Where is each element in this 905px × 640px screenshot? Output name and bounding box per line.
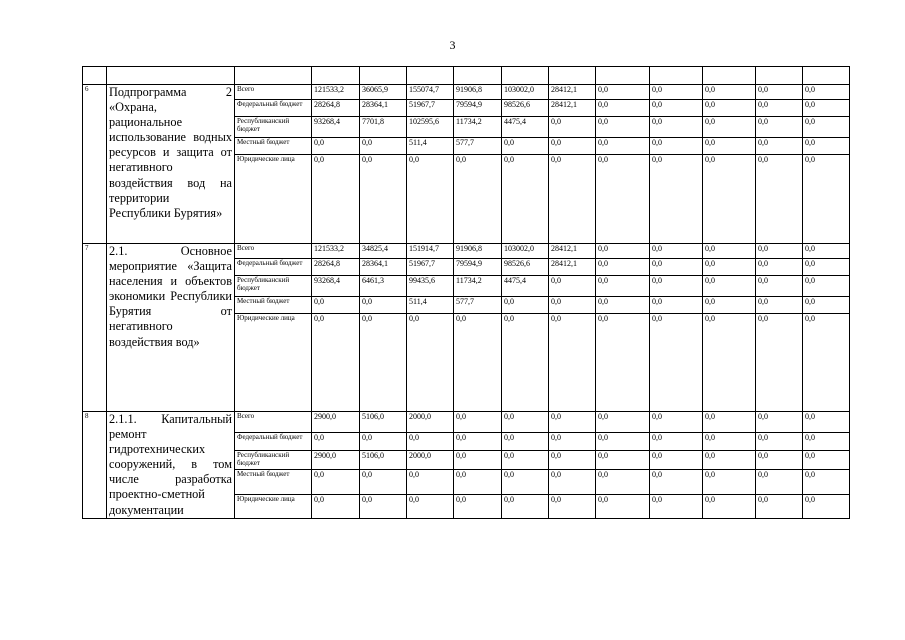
amount-cell: 0,0 <box>454 412 502 433</box>
amount-cell: 0,0 <box>650 155 703 244</box>
amount-cell: 0,0 <box>756 117 803 138</box>
amount-cell: 0,0 <box>596 469 650 494</box>
amount-cell: 0,0 <box>703 495 756 518</box>
amount-cell: 79594,9 <box>454 100 502 117</box>
amount-cell: 0,0 <box>407 469 454 494</box>
funding-source-label: Юридические лица <box>235 155 312 244</box>
amount-cell: 0,0 <box>703 100 756 117</box>
amount-cell: 0,0 <box>454 433 502 451</box>
amount-cell: 0,0 <box>549 117 596 138</box>
amount-cell: 0,0 <box>502 495 549 518</box>
amount-cell: 6461,3 <box>360 276 407 297</box>
amount-cell: 0,0 <box>502 138 549 155</box>
amount-cell: 28264,8 <box>312 100 360 117</box>
amount-cell: 2000,0 <box>407 450 454 469</box>
amount-cell: 28412,1 <box>549 85 596 100</box>
amount-cell: 0,0 <box>803 412 850 433</box>
amount-cell: 0,0 <box>596 450 650 469</box>
amount-cell: 0,0 <box>703 412 756 433</box>
amount-cell: 4475,4 <box>502 117 549 138</box>
amount-cell: 98526,6 <box>502 100 549 117</box>
funding-source-label: Местный бюджет <box>235 138 312 155</box>
amount-cell: 0,0 <box>596 276 650 297</box>
amount-cell: 0,0 <box>756 433 803 451</box>
funding-source-label: Юридические лица <box>235 314 312 412</box>
table-row <box>83 85 850 100</box>
amount-cell: 577,7 <box>454 297 502 314</box>
amount-cell: 93268,4 <box>312 117 360 138</box>
amount-cell: 0,0 <box>502 297 549 314</box>
amount-cell: 0,0 <box>756 259 803 276</box>
table-header-row <box>83 67 850 85</box>
amount-cell: 0,0 <box>454 155 502 244</box>
amount-cell: 0,0 <box>650 138 703 155</box>
funding-source-label: Всего <box>235 244 312 259</box>
amount-cell: 0,0 <box>756 412 803 433</box>
amount-cell: 4475,4 <box>502 276 549 297</box>
amount-cell: 28364,1 <box>360 100 407 117</box>
amount-cell: 51967,7 <box>407 259 454 276</box>
amount-cell: 0,0 <box>703 85 756 100</box>
amount-cell: 0,0 <box>502 469 549 494</box>
amount-cell: 155074,7 <box>407 85 454 100</box>
amount-cell: 0,0 <box>502 450 549 469</box>
amount-cell: 0,0 <box>703 469 756 494</box>
amount-cell: 0,0 <box>650 100 703 117</box>
amount-cell: 0,0 <box>803 495 850 518</box>
amount-cell: 93268,4 <box>312 276 360 297</box>
amount-cell: 0,0 <box>650 276 703 297</box>
amount-cell: 0,0 <box>549 314 596 412</box>
amount-cell: 0,0 <box>703 314 756 412</box>
amount-cell: 0,0 <box>756 469 803 494</box>
funding-source-label: Местный бюджет <box>235 469 312 494</box>
row-index: 8 <box>83 412 107 519</box>
page-number: 3 <box>449 38 456 52</box>
amount-cell: 0,0 <box>650 297 703 314</box>
funding-source-label: Федеральный бюджет <box>235 433 312 451</box>
amount-cell: 34825,4 <box>360 244 407 259</box>
amount-cell: 0,0 <box>407 495 454 518</box>
funding-source-label: Местный бюджет <box>235 297 312 314</box>
funding-source-label: Республиканский бюджет <box>235 276 312 297</box>
amount-cell: 0,0 <box>803 85 850 100</box>
amount-cell: 0,0 <box>756 138 803 155</box>
amount-cell: 0,0 <box>756 297 803 314</box>
amount-cell: 0,0 <box>703 138 756 155</box>
amount-cell: 0,0 <box>360 433 407 451</box>
amount-cell: 0,0 <box>803 259 850 276</box>
amount-cell: 151914,7 <box>407 244 454 259</box>
funding-source-label: Юридические лица <box>235 495 312 518</box>
amount-cell: 28264,8 <box>312 259 360 276</box>
amount-cell: 0,0 <box>596 117 650 138</box>
amount-cell: 102595,6 <box>407 117 454 138</box>
program-name: 2.1.1. Капитальный ремонт гидротехнических сооружений, в том числе разработка проектно-сметной документации <box>107 412 235 519</box>
amount-cell: 0,0 <box>312 433 360 451</box>
amount-cell: 0,0 <box>756 314 803 412</box>
amount-cell: 0,0 <box>803 450 850 469</box>
amount-cell: 0,0 <box>650 469 703 494</box>
amount-cell: 0,0 <box>312 155 360 244</box>
funding-source-label: Республиканский бюджет <box>235 117 312 138</box>
amount-cell: 103002,0 <box>502 85 549 100</box>
amount-cell: 0,0 <box>703 297 756 314</box>
amount-cell: 0,0 <box>703 244 756 259</box>
amount-cell: 0,0 <box>803 314 850 412</box>
amount-cell: 0,0 <box>502 412 549 433</box>
amount-cell: 0,0 <box>596 433 650 451</box>
funding-source-label: Всего <box>235 85 312 100</box>
amount-cell: 0,0 <box>756 100 803 117</box>
amount-cell: 0,0 <box>360 155 407 244</box>
amount-cell: 0,0 <box>549 155 596 244</box>
amount-cell: 91906,8 <box>454 244 502 259</box>
amount-cell: 0,0 <box>703 155 756 244</box>
amount-cell: 99435,6 <box>407 276 454 297</box>
amount-cell: 0,0 <box>803 433 850 451</box>
amount-cell: 0,0 <box>549 138 596 155</box>
amount-cell: 0,0 <box>360 495 407 518</box>
budget-table <box>82 66 850 519</box>
amount-cell: 0,0 <box>703 450 756 469</box>
row-index: 6 <box>83 85 107 244</box>
amount-cell: 0,0 <box>803 297 850 314</box>
amount-cell: 577,7 <box>454 138 502 155</box>
row-index: 7 <box>83 244 107 412</box>
amount-cell: 0,0 <box>703 276 756 297</box>
program-name: 2.1. Основное мероприятие «Защита населения и объектов экономики Республики Бурятия от негативного воздействия вод» <box>107 244 235 412</box>
funding-source-label: Всего <box>235 412 312 433</box>
amount-cell: 0,0 <box>454 314 502 412</box>
amount-cell: 28412,1 <box>549 100 596 117</box>
amount-cell: 0,0 <box>803 155 850 244</box>
amount-cell: 0,0 <box>803 117 850 138</box>
amount-cell: 0,0 <box>650 412 703 433</box>
amount-cell: 79594,9 <box>454 259 502 276</box>
amount-cell: 0,0 <box>360 314 407 412</box>
amount-cell: 0,0 <box>407 433 454 451</box>
program-name: Подпрограмма 2 «Охрана, рациональное использование водных ресурсов и защита от негативного воздействия вод на территории Республики Бурятия» <box>107 85 235 244</box>
amount-cell: 511,4 <box>407 297 454 314</box>
amount-cell: 0,0 <box>650 244 703 259</box>
amount-cell: 0,0 <box>596 244 650 259</box>
amount-cell: 0,0 <box>407 155 454 244</box>
table-row <box>83 412 850 433</box>
amount-cell: 0,0 <box>650 495 703 518</box>
amount-cell: 0,0 <box>756 276 803 297</box>
amount-cell: 0,0 <box>756 155 803 244</box>
amount-cell: 0,0 <box>502 155 549 244</box>
amount-cell: 11734,2 <box>454 276 502 297</box>
amount-cell: 0,0 <box>312 469 360 494</box>
amount-cell: 0,0 <box>596 85 650 100</box>
amount-cell: 0,0 <box>454 450 502 469</box>
amount-cell: 0,0 <box>803 100 850 117</box>
amount-cell: 0,0 <box>360 297 407 314</box>
amount-cell: 2900,0 <box>312 450 360 469</box>
amount-cell: 2900,0 <box>312 412 360 433</box>
amount-cell: 7701,8 <box>360 117 407 138</box>
funding-source-label: Федеральный бюджет <box>235 100 312 117</box>
amount-cell: 98526,6 <box>502 259 549 276</box>
amount-cell: 0,0 <box>650 314 703 412</box>
amount-cell: 0,0 <box>549 433 596 451</box>
amount-cell: 0,0 <box>454 495 502 518</box>
amount-cell: 0,0 <box>596 297 650 314</box>
amount-cell: 0,0 <box>650 259 703 276</box>
amount-cell: 0,0 <box>549 297 596 314</box>
amount-cell: 0,0 <box>650 117 703 138</box>
amount-cell: 0,0 <box>803 244 850 259</box>
amount-cell: 28412,1 <box>549 244 596 259</box>
amount-cell: 0,0 <box>502 314 549 412</box>
amount-cell: 0,0 <box>549 450 596 469</box>
amount-cell: 11734,2 <box>454 117 502 138</box>
amount-cell: 0,0 <box>803 469 850 494</box>
amount-cell: 0,0 <box>650 85 703 100</box>
amount-cell: 0,0 <box>312 138 360 155</box>
amount-cell: 0,0 <box>549 469 596 494</box>
funding-source-label: Федеральный бюджет <box>235 259 312 276</box>
amount-cell: 103002,0 <box>502 244 549 259</box>
amount-cell: 0,0 <box>650 450 703 469</box>
amount-cell: 0,0 <box>549 276 596 297</box>
amount-cell: 0,0 <box>407 314 454 412</box>
amount-cell: 0,0 <box>360 469 407 494</box>
amount-cell: 91906,8 <box>454 85 502 100</box>
amount-cell: 0,0 <box>703 117 756 138</box>
amount-cell: 0,0 <box>596 314 650 412</box>
amount-cell: 0,0 <box>454 469 502 494</box>
amount-cell: 0,0 <box>596 100 650 117</box>
amount-cell: 28412,1 <box>549 259 596 276</box>
amount-cell: 0,0 <box>803 276 850 297</box>
funding-source-label: Республиканский бюджет <box>235 450 312 469</box>
amount-cell: 0,0 <box>596 138 650 155</box>
amount-cell: 0,0 <box>596 495 650 518</box>
amount-cell: 5106,0 <box>360 450 407 469</box>
amount-cell: 0,0 <box>312 495 360 518</box>
amount-cell: 0,0 <box>312 297 360 314</box>
amount-cell: 0,0 <box>549 495 596 518</box>
amount-cell: 2000,0 <box>407 412 454 433</box>
amount-cell: 0,0 <box>756 495 803 518</box>
amount-cell: 0,0 <box>756 85 803 100</box>
amount-cell: 0,0 <box>312 314 360 412</box>
amount-cell: 28364,1 <box>360 259 407 276</box>
amount-cell: 0,0 <box>756 244 803 259</box>
amount-cell: 0,0 <box>596 412 650 433</box>
table-row <box>83 244 850 259</box>
amount-cell: 0,0 <box>650 433 703 451</box>
amount-cell: 0,0 <box>596 259 650 276</box>
amount-cell: 51967,7 <box>407 100 454 117</box>
amount-cell: 0,0 <box>549 412 596 433</box>
amount-cell: 36065,9 <box>360 85 407 100</box>
amount-cell: 0,0 <box>803 138 850 155</box>
amount-cell: 121533,2 <box>312 85 360 100</box>
amount-cell: 0,0 <box>360 138 407 155</box>
amount-cell: 0,0 <box>703 433 756 451</box>
amount-cell: 5106,0 <box>360 412 407 433</box>
amount-cell: 511,4 <box>407 138 454 155</box>
amount-cell: 0,0 <box>756 450 803 469</box>
amount-cell: 121533,2 <box>312 244 360 259</box>
amount-cell: 0,0 <box>596 155 650 244</box>
amount-cell: 0,0 <box>502 433 549 451</box>
amount-cell: 0,0 <box>703 259 756 276</box>
